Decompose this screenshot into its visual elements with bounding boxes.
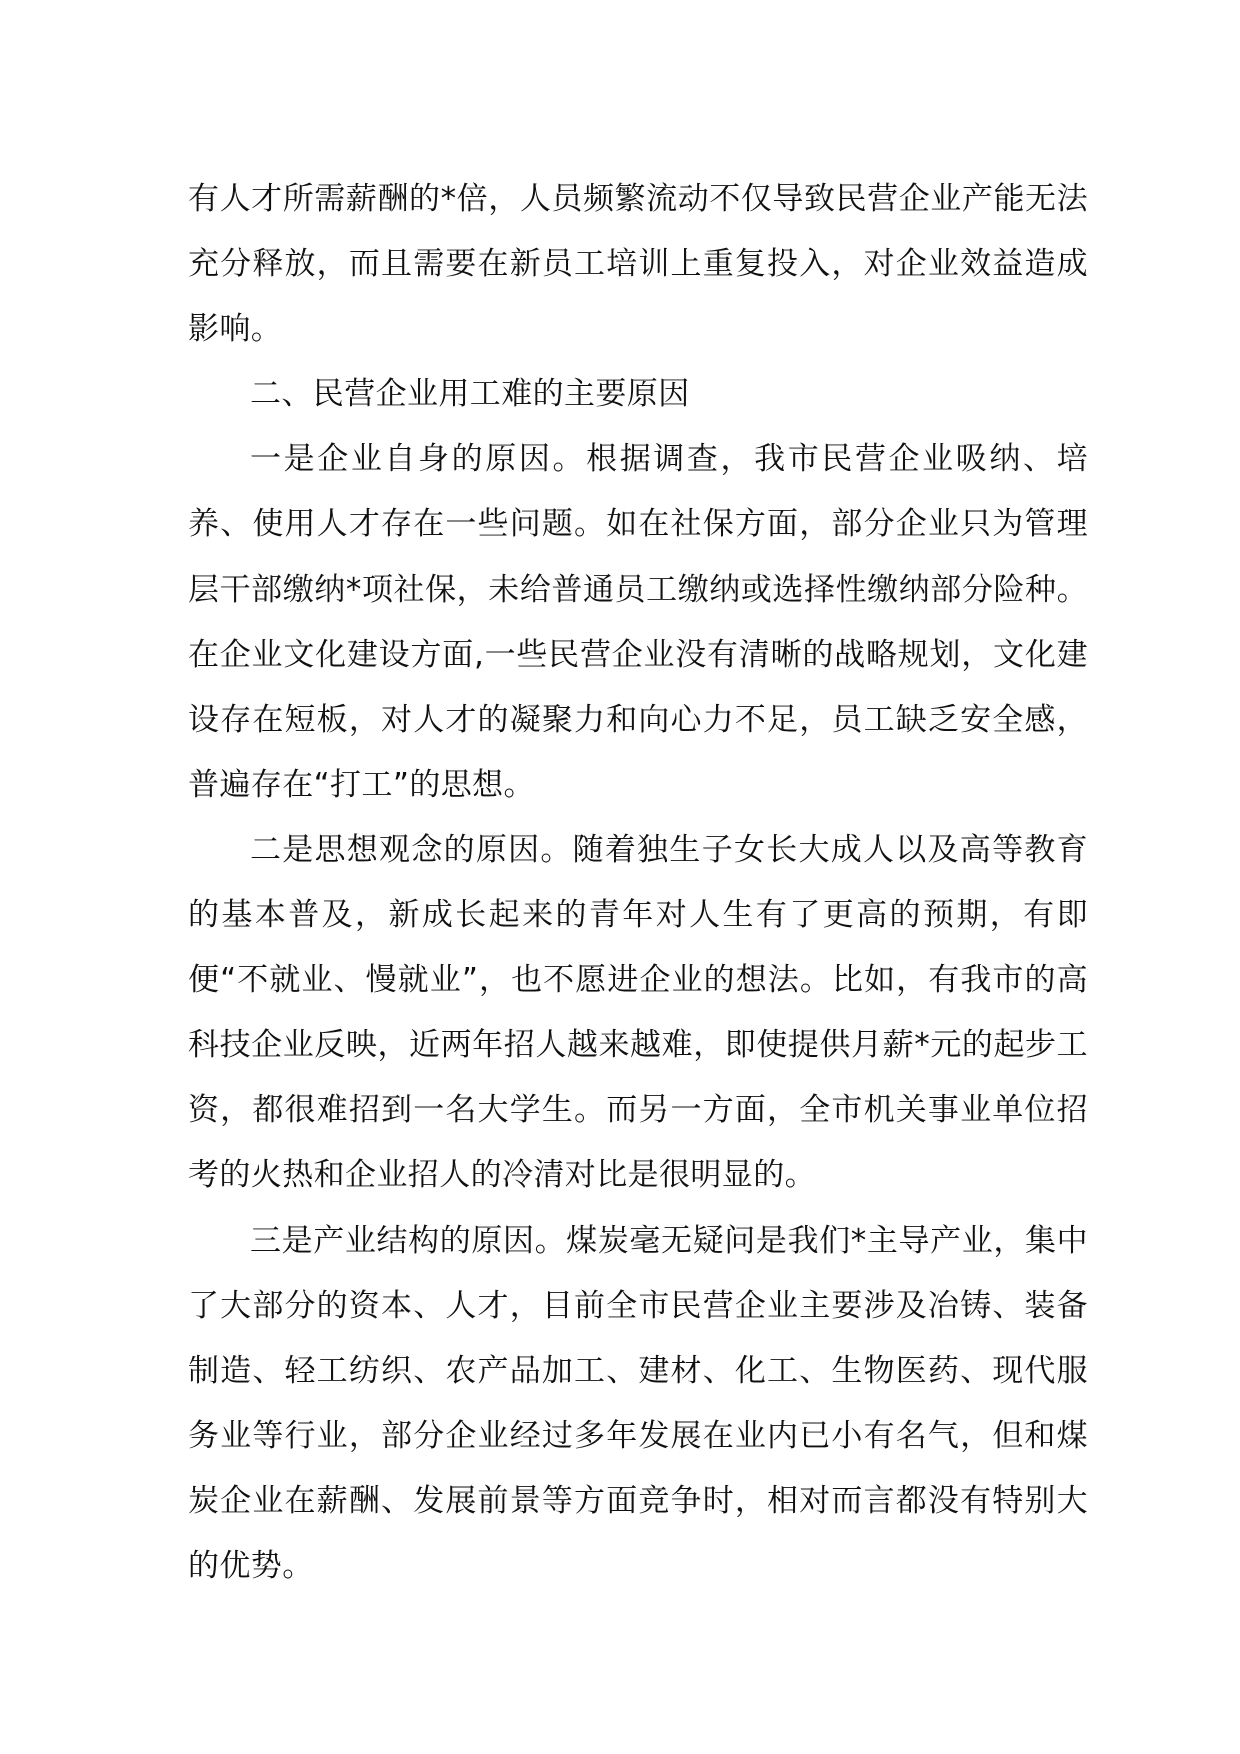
- document-body: [188, 167, 1088, 1599]
- paragraph-continuation: 有人才所需薪酬的*倍，人员频繁流动不仅导致民营企业产能无法充分释放，而且需要在新员工培训上重复投入，对企业效益造成影响。: [188, 181, 1088, 348]
- paragraph-reason-one: 一是企业自身的原因。根据调查，我市民营企业吸纳、培养、使用人才存在一些问题。如在社保方面，部分企业只为管理层干部缴纳*项社保，未给普通员工缴纳或选择性缴纳部分险种。在企业文化建设方面,一些民营企业没有清晰的战略规划，文化建设存在短板，对人才的凝聚力和向心力不足，员工缺乏安全感，普遍存在“打工”的思想。: [188, 441, 1088, 803]
- paragraph-reason-three: 三是产业结构的原因。煤炭毫无疑问是我们*主导产业，集中了大部分的资本、人才，目前全市民营企业主要涉及冶铸、装备制造、轻工纺织、农产品加工、建材、化工、生物医药、现代服务业等行业，部分企业经过多年发展在业内已小有名气，但和煤炭企业在薪酬、发展前景等方面竞争时，相对而言都没有特别大的优势。: [188, 1222, 1088, 1584]
- section-heading: 二、民营企业用工难的主要原因: [250, 376, 690, 413]
- paragraph-reason-two: 二是思想观念的原因。随着独生子女长大成人以及高等教育的基本普及，新成长起来的青年对人生有了更高的预期，有即便“不就业、慢就业”，也不愿进企业的想法。比如，有我市的高科技企业反映，近两年招人越来越难，即使提供月薪*元的起步工资，都很难招到一名大学生。而另一方面，全市机关事业单位招考的火热和企业招人的冷清对比是很明显的。: [188, 831, 1088, 1194]
